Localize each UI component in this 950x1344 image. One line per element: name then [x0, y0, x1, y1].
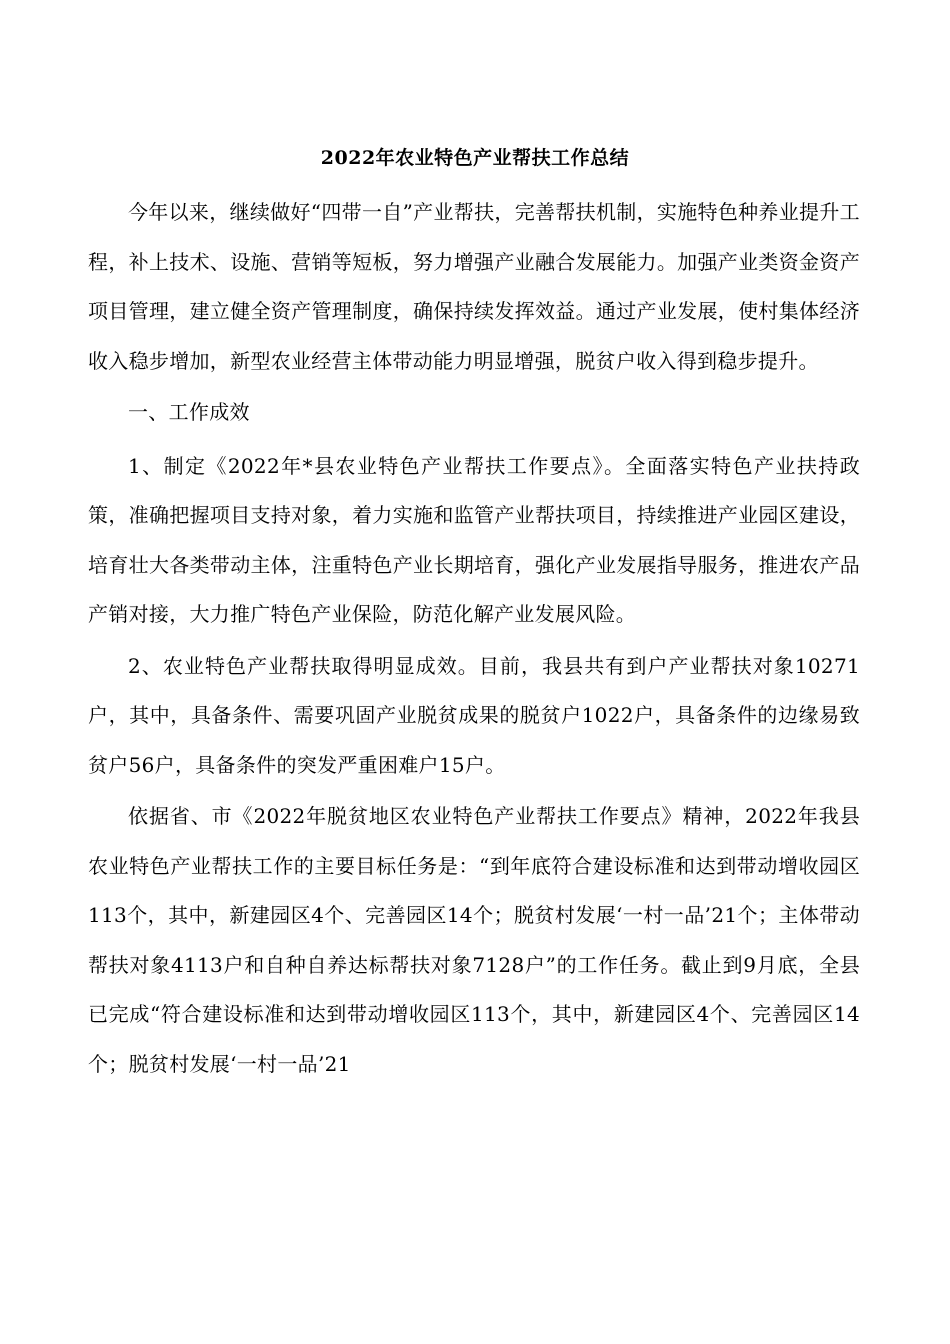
paragraph-item-2: 2、农业特色产业帮扶取得明显成效。目前，我县共有到户产业帮扶对象10271户，其中，具备条件、需要巩固产业脱贫成果的脱贫户1022户，具备条件的边缘易致贫户56户，具备条件的突发严重困难户15户。 [88, 653, 860, 777]
section-heading-work-results: 一、工作成效 [128, 400, 250, 424]
document-body [88, 188, 860, 1091]
paragraph-item-1: 1、制定《2022年*县农业特色产业帮扶工作要点》。全面落实特色产业扶持政策，准确把握项目支持对象，着力实施和监管产业帮扶项目，持续推进产业园区建设，培育壮大各类带动主体，注重特色产业长期培育，强化产业发展指导服务，推进农产品产销对接，大力推广特色产业保险，防范化解产业发展风险。 [88, 453, 860, 626]
paragraph-targets: 依据省、市《2022年脱贫地区农业特色产业帮扶工作要点》精神，2022年我县农业特色产业帮扶工作的主要目标任务是：“到年底符合建设标准和达到带动增收园区113个，其中，新建园区4个、完善园区14个；脱贫村发展‘一村一品’21个；主体带动帮扶对象4113户和自种自养达标帮扶对象7128户”的工作任务。截止到9月底，全县已完成“符合建设标准和达到带动增收园区113个，其中，新建园区4个、完善园区14个；脱贫村发展‘一村一品’21 [88, 804, 860, 1076]
document-title: 2022年农业特色产业帮扶工作总结 [320, 147, 630, 169]
intro-paragraph: 今年以来，继续做好“四带一自”产业帮扶，完善帮扶机制，实施特色种养业提升工程，补上技术、设施、营销等短板，努力增强产业融合发展能力。加强产业类资金资产项目管理，建立健全资产管理制度，确保持续发挥效益。通过产业发展，使村集体经济收入稳步增加，新型农业经营主体带动能力明显增强，脱贫户收入得到稳步提升。 [88, 200, 860, 373]
